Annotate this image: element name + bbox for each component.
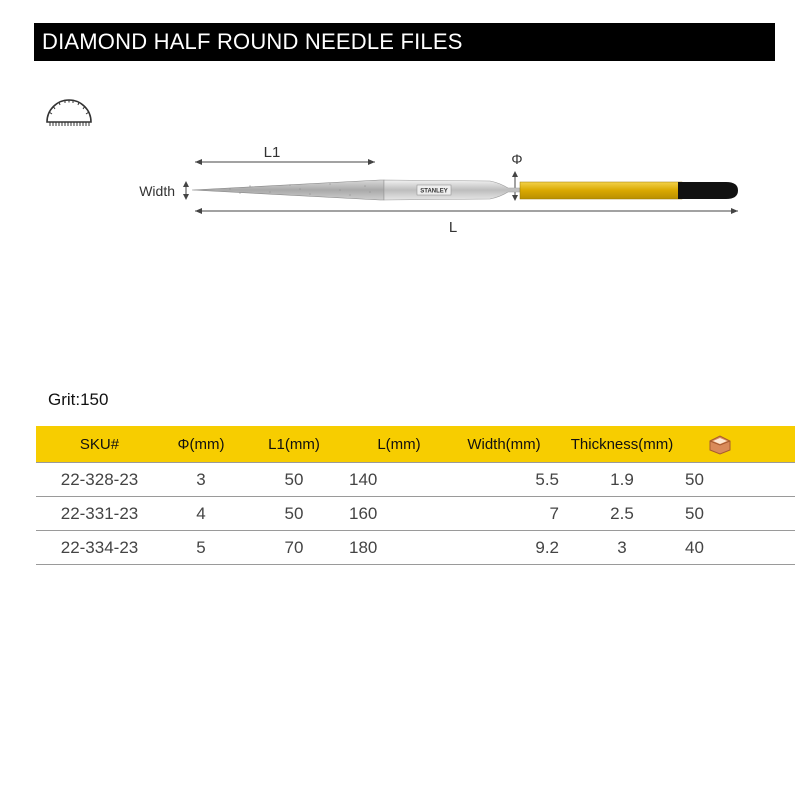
table-row [36, 463, 795, 497]
phi-cell: 4 [163, 497, 239, 531]
phi-label: Φ [511, 151, 523, 167]
l-label: L [448, 219, 458, 236]
header-pack [685, 426, 795, 463]
spec-table [36, 426, 795, 565]
file-dimension-diagram [0, 0, 800, 260]
brand-label: STANLEY [420, 188, 448, 195]
width-cell: 7 [449, 497, 559, 531]
thickness-cell: 2.5 [559, 497, 685, 531]
phi-cell: 5 [163, 531, 239, 565]
l1-cell: 50 [239, 497, 349, 531]
page-title: DIAMOND HALF ROUND NEEDLE FILES [42, 29, 463, 54]
grit-label: Grit:150 [48, 390, 109, 409]
sku-cell: 22-331-23 [36, 497, 163, 531]
l-dimension-line [195, 208, 738, 214]
l-cell: 160 [349, 497, 449, 531]
width-label: Width [139, 183, 175, 199]
table-row [36, 531, 795, 565]
header-l1: L1(mm) [239, 426, 349, 463]
header-phi: Φ(mm) [163, 426, 239, 463]
file-handle [520, 182, 682, 199]
l1-label: L1 [263, 144, 281, 161]
thickness-cell: 3 [559, 531, 685, 565]
width-cell: 5.5 [449, 463, 559, 497]
table-row [36, 497, 795, 531]
l1-cell: 70 [239, 531, 349, 565]
l-cell: 140 [349, 463, 449, 497]
phi-cell: 3 [163, 463, 239, 497]
header-width: Width(mm) [449, 426, 559, 463]
l1-dimension-line [195, 159, 375, 165]
file-blade [192, 180, 384, 200]
thickness-cell: 1.9 [559, 463, 685, 497]
file-handle-cap [678, 182, 738, 199]
pack-cell: 40 [685, 531, 795, 565]
pack-cell: 50 [685, 497, 795, 531]
header-l: L(mm) [349, 426, 449, 463]
phi-dimension-arrow [512, 171, 518, 201]
pack-quantity-box-icon [707, 433, 733, 455]
sku-cell: 22-328-23 [36, 463, 163, 497]
width-dimension-arrow [183, 181, 189, 200]
l1-cell: 50 [239, 463, 349, 497]
header-thickness: Thickness(mm) [559, 426, 685, 463]
sku-cell: 22-334-23 [36, 531, 163, 565]
pack-cell: 50 [685, 463, 795, 497]
header-sku: SKU# [36, 426, 163, 463]
file-shank [384, 180, 520, 200]
width-cell: 9.2 [449, 531, 559, 565]
spec-table-header [36, 426, 795, 463]
l-cell: 180 [349, 531, 449, 565]
